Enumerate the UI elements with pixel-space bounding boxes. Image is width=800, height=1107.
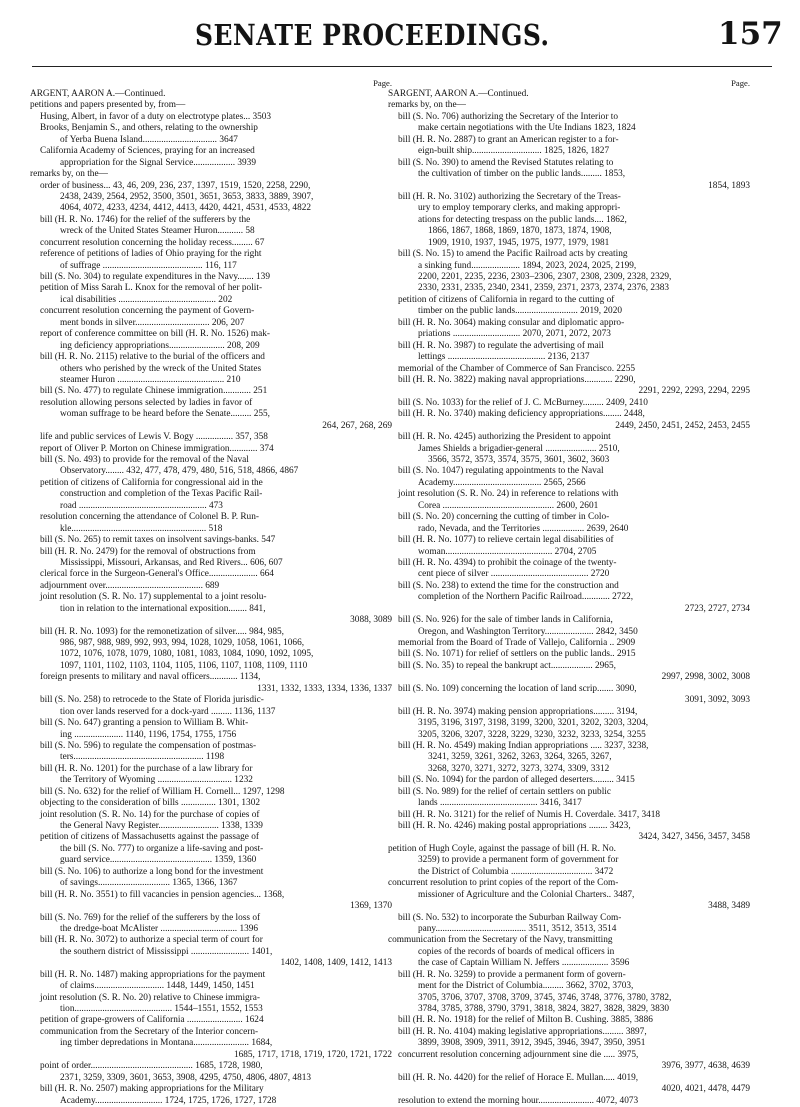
index-entry-line: 1909, 1910, 1937, 1945, 1975, 1977, 1979, 1981 [428,237,610,248]
index-entry-line: pany....................................... 3511, 3512, 3513, 3514 [418,923,617,934]
index-entry-line: petition of citizens of California for congressional aid in the [40,477,263,488]
index-entry-line: foreign presents to military and naval officers............ 1134, [40,672,261,683]
index-entry-line: 3241, 3259, 3261, 3262, 3263, 3264, 3265, 3267, [428,752,612,763]
index-entry-line: Brooks, Benjamin S., and others, relating to the ownership [40,123,258,134]
index-entry-line: 1331, 1332, 1333, 1334, 1336, 1337 [257,683,392,694]
index-entry-line: of suffrage ........................................... 116, 117 [60,260,237,271]
index-entry-line: bill (S. No. 35) to repeal the bankrupt act.................. 2965, [398,660,616,671]
index-entry-line: Oregon, and Washington Territory..................... 2842, 3450 [418,626,638,637]
index-entry-line: Academy............................. 1724, 1725, 1726, 1727, 1728 [60,1095,277,1106]
index-entry-line: tion over lands reserved for a dock-yard ......... 1136, 1137 [60,706,276,717]
index-entry-line: 2723, 2727, 2734 [684,603,750,614]
index-entry-line: bill (H. R. No. 4104) making legislative appropriations......... 3897, [398,1026,647,1037]
index-entry-line: communication from the Secretary of the Interior concern- [40,1026,259,1037]
index-entry-line: woman.............................................. 2704, 2705 [418,546,597,557]
index-entry-line: bill (H. R. No. 3121) for the relief of Numis H. Coverdale. 3417, 3418 [398,809,661,820]
index-entry-line: bill (S. No. 265) to remit taxes on insolvent savings-banks. 547 [40,535,276,546]
header-rule [32,66,772,67]
index-entry-line: reference of petitions of ladies of Ohio praying for the right [40,249,262,260]
index-entry-line: 3566, 3572, 3573, 3574, 3575, 3601, 3602, 3603 [428,455,610,465]
index-entry-line: bill (H. R. No. 4245) authorizing the President to appoint [398,432,611,443]
index-entry-line: 264, 267, 268, 269 [322,420,392,431]
index-entry-line: ment for the District of Columbia......... 3662, 3702, 3703, [418,981,634,992]
index-entry-line: resolution concerning the attendance of Colonel B. P. Run- [40,512,259,523]
index-entry-line: resolution allowing persons selected by ladies in favor of [40,397,253,408]
index-entry-line: Academy...................................... 2565, 2566 [418,477,586,488]
index-entry-line: the General Navy Register.......................... 1338, 1339 [60,821,263,831]
index-entry-line: bill (H. R. No. 4420) for the relief of Horace E. Mullan..... 4019, [398,1072,639,1083]
index-entry-line: bill (S. No. 109) concerning the location of land scrip....... 3090, [398,683,637,694]
index-entry-line: bill (S. No. 647) granting a pension to William B. Whit- [40,718,249,729]
index-entry-line: bill (H. R. No. 4549) making Indian appropriations ..... 3237, 3238, [398,740,649,751]
index-entry-line: bill (H. R. No. 3064) making consular and diplomatic appro- [398,317,625,328]
index-entry-line: the bill (S. No. 777) to organize a life-saving and post- [60,843,264,854]
index-entry-line: appropriation for the Signal Service.................. 3939 [60,157,256,168]
index-entry-line: 3259) to provide a permanent form of government for [418,855,619,866]
index-entry-line: bill (H. R. No. 3102) authorizing the Secretary of the Treas- [398,191,621,202]
index-entry-line: 3205, 3206, 3207, 3228, 3229, 3230, 3232, 3233, 3254, 3255 [418,729,646,740]
index-entry-line: joint resolution (S. R. No. 14) for the purchase of copies of [40,809,260,820]
index-entry-line: 1854, 1893 [708,180,750,191]
index-entry-line: bill (S. No. 632) for the relief of William H. Cornell... 1297, 1298 [40,786,285,797]
index-entry-line: petitions and papers presented by, from— [30,100,186,111]
index-entry-line: memorial of the Chamber of Commerce of San Francisco. 2255 [398,363,636,374]
page-title: SENATE PROCEEDINGS. [195,18,550,52]
index-entry-line: wreck of the United States Steamer Huron........... 58 [60,226,255,237]
index-entry-line: the southern district of Mississippi ......................... 1401, [60,946,273,957]
index-entry-line: tion in relation to the international exposition........ 841, [60,603,266,614]
index-entry-line: bill (H. R. No. 2115) relative to the burial of the officers and [40,352,265,363]
index-entry-line: remarks by, on the— [30,169,108,180]
index-entry-line: ury to employ temporary clerks, and making appropri- [418,203,621,214]
index-entry-line: ing deficiency appropriations........................ 208, 209 [60,340,260,351]
index-entry-line: 3195, 3196, 3197, 3198, 3199, 3200, 3201, 3202, 3203, 3204, [418,718,649,729]
index-entry-line: bill (S. No. 596) to regulate the compensation of postmas- [40,740,257,751]
index-entry-line: ations for detecting trespass on the public lands.... 1862, [418,214,627,225]
index-entry-line: concurrent resolution concerning the payment of Govern- [40,306,255,317]
index-entry-line: 986, 987, 988, 989, 992, 993, 994, 1028, 1029, 1058, 1061, 1066, [60,638,305,648]
index-entry-line: concurrent resolution to print copies of the report of the Com- [388,878,619,889]
index-entry-line: the dredge-boat McAlister ................................. 1396 [60,923,259,934]
index-entry-line: petition of citizens of California in regard to the cutting of [398,294,615,305]
index-entry-line: kle.......................................................... 518 [60,523,223,534]
index-entry-line: bill (S. No. 493) to provide for the removal of the Naval [40,455,249,465]
index-entry-line: ters........................................................ 1198 [60,752,225,763]
index-entry-line: bill (H. R. No. 2507) making appropriations for the Military [40,1084,264,1095]
index-entry-line: bill (S. No. 532) to incorporate the Suburban Railway Com- [398,912,622,923]
index-entry-line: petition of Miss Sarah L. Knox for the removal of her polit- [40,283,263,294]
index-entry-line: ment bonds in silver................................ 206, 207 [60,317,245,328]
index-entry-line: bill (H. R. No. 4394) to prohibit the coinage of the twenty- [398,557,617,568]
index-entry-line: joint resolution (S. R. No. 17) supplemental to a joint resolu- [40,592,267,603]
index-entry-line: bill (S. No. 390) to amend the Revised Statutes relating to [398,157,614,168]
index-entry-line: resolution to extend the morning hour........................ 4072, 4073 [398,1095,639,1106]
index-entry-line: bill (S. No. 1071) for relief of settlers on the public lands.. 2915 [398,649,636,660]
index-entry-line: order of business... 43, 46, 209, 236, 237, 1397, 1519, 1520, 2258, 2290, [40,180,311,191]
index-entry-line: tion.......................................... 1544–1551, 1552, 1553 [60,1004,263,1014]
index-entry-line: 2449, 2450, 2451, 2452, 2453, 2455 [615,420,750,431]
index-entry-line: bill (H. R. No. 1746) for the relief of the sufferers by the [40,214,251,225]
index-entry-line: make certain negotiations with the Ute Indians 1823, 1824 [418,123,636,134]
index-entry-line: bill (S. No. 238) to extend the time for the construction and [398,580,619,591]
index-entry-line: bill (S. No. 304) to regulate expenditures in the Navy....... 139 [40,272,270,282]
index-entry-line: woman suffrage to be heard before the Senate......... 255, [60,409,270,420]
index-entry-line: 2438, 2439, 2564, 2952, 3500, 3501, 3651, 3653, 3833, 3889, 3907, [60,191,314,202]
index-entry-line: 1097, 1101, 1102, 1103, 1104, 1105, 1106, 1107, 1108, 1109, 1110 [60,660,308,671]
index-entry-line: bill (H. R. No. 1077) to relieve certain legal disabilities of [398,535,614,546]
index-entry-line: the Territory of Wyoming ................................ 1232 [60,775,253,786]
index-entry-line: 4064, 4072, 4233, 4234, 4412, 4413, 4420, 4421, 4531, 4533, 4822 [60,203,312,214]
index-entry-line: priations ............................. 2070, 2071, 2072, 2073 [418,329,611,340]
index-entry-line: bill (H. R. No. 1093) for the remonetization of silver..... 984, 985, [40,626,285,637]
index-entry-line: 2200, 2201, 2235, 2236, 2303–2306, 2307, 2308, 2309, 2328, 2329, [418,272,672,282]
index-entry-line: life and public services of Lewis V. Bogy ................ 357, 358 [40,432,268,443]
index-entry-line: petition of Hugh Coyle, against the passage of bill (H. R. No. [388,843,616,854]
index-entry-line: James Shields a brigadier-general ...................... 2510, [418,443,620,454]
index-entry-line: guard service............................................ 1359, 1360 [60,855,257,866]
index-entry-line: 3088, 3089 [350,615,392,626]
index-entry-line: concurrent resolution concerning adjournment sine die ..... 3975, [398,1049,639,1060]
index-entry-line: 3899, 3908, 3909, 3911, 3912, 3945, 3946, 3947, 3950, 3951 [418,1038,646,1049]
index-entry-line: Observatory........ 432, 477, 478, 479, 480, 516, 518, 4866, 4867 [60,466,299,477]
index-entry-line: missioner of Agriculture and the Colonial Charters.. 3487, [418,889,635,900]
index-entry-line: memorial from the Board of Trade of Vallejo, California .. 2909 [398,638,636,648]
right-column [388,78,750,1107]
index-entry-line: bill (S. No. 20) concerning the cutting of timber in Colo- [398,512,610,523]
index-entry-line: bill (S. No. 106) to authorize a long bond for the investment [40,866,264,877]
index-entry-line: copies of the records of boards of medical officers in [418,946,615,957]
index-entry-line: joint resolution (S. R. No. 24) in reference to relations with [398,489,619,500]
index-entry-line: of Yerba Buena Island................................ 3647 [60,134,238,145]
index-entry-line: a sinking fund..................... 1894, 2023, 2024, 2025, 2199, [418,260,637,271]
index-entry-line: steamer Huron .............................................. 210 [60,374,241,385]
index-entry-line: bill (S. No. 258) to retrocede to the State of Florida jurisdic- [40,695,264,706]
index-entry-line: bill (S. No. 706) authorizing the Secretary of the Interior to [398,111,618,122]
index-entry-line: petition of grape-growers of California ........................ 1624 [40,1015,264,1026]
index-entry-line: 1402, 1408, 1409, 1412, 1413 [280,958,392,969]
index-entry-line: 3705, 3706, 3707, 3708, 3709, 3745, 3746, 3748, 3776, 3780, 3782, [418,992,672,1003]
index-entry-line: timber on the public lands........................... 2019, 2020 [418,306,622,317]
index-entry-line: 3091, 3092, 3093 [684,695,750,706]
index-entry-line: Mississippi, Missouri, Arkansas, and Red Rivers... 606, 607 [60,557,283,568]
index-entry-line: construction and completion of the Texas Pacific Rail- [60,489,263,500]
index-entry-line: completion of the Northern Pacific Railroad............ 2722, [418,592,634,603]
page-number: 157 [718,16,783,52]
index-entry-line: ical disabilities .......................................... 202 [60,294,233,305]
index-entry-line: bill (H. R. No. 3259) to provide a permanent form of govern- [398,969,626,980]
index-entry-line: 3424, 3427, 3456, 3457, 3458 [638,832,750,843]
index-entry-line: objecting to the consideration of bills ............... 1301, 1302 [40,798,260,809]
index-entry-line: bill (H. R. No. 3987) to regulate the advertising of mail [398,340,604,351]
index-entry-line: 3268, 3270, 3271, 3272, 3273, 3274, 3309, 3312 [428,763,610,774]
index-entry-line: ing ..................... 1140, 1196, 1754, 1755, 1756 [60,729,237,740]
index-entry-line: bill (H. R. No. 2887) to grant an American register to a for- [398,134,619,145]
index-entry-line: bill (H. R. No. 3551) to fill vacancies in pension agencies... 1368, [40,889,285,900]
index-entry-line: the District of Columbia ................................... 3472 [418,866,614,877]
index-entry-line: bill (S. No. 1033) for the relief of J. C. McBurney......... 2409, 2410 [398,397,648,408]
left-column [30,78,392,1107]
index-entry-line: petition of citizens of Massachusetts against the passage of [40,832,259,843]
index-entry-line: bill (S. No. 1047) regulating appointments to the Naval [398,466,604,477]
index-entry-line: 1866, 1867, 1868, 1869, 1870, 1873, 1874, 1908, [428,226,612,237]
index-entry-line: communication from the Secretary of the Navy, transmitting [388,935,613,946]
left-page-label: Page. [373,78,392,88]
index-entry-line: 2291, 2292, 2293, 2294, 2295 [638,386,750,397]
index-heading: ARGENT, AARON A.—Continued. [30,89,166,99]
index-entry-line: rado, Nevada, and the Territories .................. 2639, 2640 [418,523,629,534]
index-entry-line: 4020, 4021, 4478, 4479 [661,1084,750,1095]
index-entry-line: report of conference committee on bill (H. R. No. 1526) mak- [40,329,271,340]
index-entry-line: bill (H. R. No. 1201) for the purchase of a law library for [40,763,253,774]
index-entry-line: adjournment over.......................................... 689 [40,580,220,591]
index-entry-line: bill (H. R. No. 3740) making deficiency appropriations........ 2448, [398,409,645,420]
index-entry-line: 3976, 3977, 4638, 4639 [661,1061,750,1072]
index-entry-line: of savings............................... 1365, 1366, 1367 [60,878,238,889]
index-entry-line: bill (H. R. No. 3822) making naval appropriations............ 2290, [398,374,636,385]
index-entry-line: ing timber depredations in Montana........................ 1684, [60,1038,273,1049]
index-entry-line: the case of Captain William N. Jeffers .................... 3596 [418,958,630,969]
index-entry-line: remarks by, on the— [388,100,466,111]
index-entry-line: 3784, 3785, 3788, 3790, 3791, 3818, 3824, 3827, 3828, 3829, 3830 [418,1004,670,1014]
index-entry-line: 2330, 2331, 2335, 2340, 2341, 2359, 2371, 2373, 2374, 2376, 2383 [418,283,670,294]
index-entry-line: bill (H. R. No. 3974) making pension appropriations......... 3194, [398,706,638,717]
index-entry-line: report of Oliver P. Morton on Chinese immigration............ 374 [40,443,274,454]
index-entry-line: others who perished by the wreck of the United States [60,363,262,374]
index-entry-line: bill (H. R. No. 1487) making appropriations for the payment [40,969,266,980]
index-entry-line: Husing, Albert, in favor of a duty on electrotype plates... 3503 [40,111,272,122]
index-entry-line: road ....................................................... 473 [60,500,223,511]
index-entry-line: bill (S. No. 989) for the relief of certain settlers on public [398,786,611,797]
index-entry-line: the cultivation of timber on the public lands......... 1853, [418,169,626,180]
index-entry-line: 1072, 1076, 1078, 1079, 1080, 1081, 1083, 1084, 1090, 1092, 1095, [60,649,314,660]
index-entry-line: lands .......................................... 3416, 3417 [418,798,582,809]
index-entry-line: concurrent resolution concerning the holiday recess......... 67 [40,237,265,248]
running-head [0,14,800,60]
index-entry-line: bill (S. No. 769) for the relief of the sufferers by the loss of [40,912,261,923]
index-entry-line: 1685, 1717, 1718, 1719, 1720, 1721, 1722 [233,1049,392,1060]
index-entry-line: 3488, 3489 [708,901,750,912]
index-entry-line: bill (S. No. 477) to regulate Chinese immigration............ 251 [40,386,268,397]
index-entry-line: 2371, 3259, 3309, 3601, 3653, 3908, 4295, 4750, 4806, 4807, 4813 [60,1072,312,1083]
index-entry-line: Corea ................................................ 2600, 2601 [418,500,599,511]
index-entry-line: bill (S. No. 15) to amend the Pacific Railroad acts by creating [398,249,628,260]
index-entry-line: bill (H. R. No. 3072) to authorize a special term of court for [40,935,263,946]
index-entry-line: joint resolution (S. R. No. 20) relative to Chinese immigra- [40,992,260,1003]
index-entry-line: bill (H. R. No. 4246) making postal appropriations ........ 3423, [398,821,631,831]
index-entry-line: bill (S. No. 926) for the sale of timber lands in California, [398,615,613,626]
index-entry-line: 1369, 1370 [350,901,392,912]
index-entry-line: lettings .......................................... 2136, 2137 [418,352,590,363]
right-page-label: Page. [731,78,750,88]
index-entry-line: bill (H. R. No. 1918) for the relief of Milton B. Cushing. 3885, 3886 [398,1015,653,1026]
index-entry-line: bill (H. R. No. 2479) for the removal of obstructions from [40,546,256,557]
index-entry-line: clerical force in the Surgeon-General's Office..................... 664 [40,569,274,580]
index-entry-line: bill (S. No. 1094) for the pardon of alleged deserters......... 3415 [398,775,635,786]
index-entry-line: eign-built ship.............................. 1825, 1826, 1827 [418,146,610,157]
index-heading: SARGENT, AARON A.—Continued. [388,89,529,99]
index-entry-line: cent piece of silver .......................................... 2720 [418,569,610,580]
index-entry-line: point of order............................................ 1685, 1728, 1980, [40,1061,263,1072]
index-entry-line: of claims.............................. 1448, 1449, 1450, 1451 [60,981,255,992]
index-entry-line: California Academy of Sciences, praying for an increased [40,146,255,157]
index-entry-line: 2997, 2998, 3002, 3008 [661,672,750,683]
